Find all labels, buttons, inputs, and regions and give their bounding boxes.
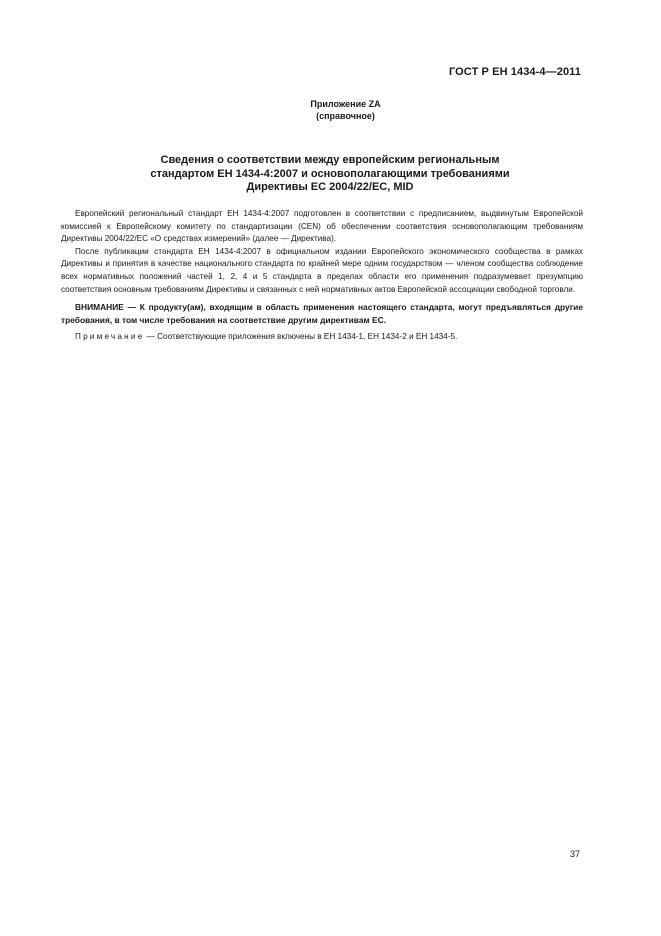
- warning-paragraph: ВНИМАНИЕ — К продукту(ам), входящим в область применения настоящего стандарта, могут предъявляться другие требования, в том числе требования на соответствие другим директивам ЕС.: [61, 302, 583, 325]
- section-title: [90, 154, 570, 195]
- note-text: — Соответствующие приложения включены в ЕН 1434-1, ЕН 1434-2 и ЕН 1434-5.: [144, 332, 458, 342]
- annex-heading: [0, 98, 661, 122]
- section-title-line: Сведения о соответствии между европейским региональным: [160, 154, 500, 166]
- paragraph-presumption: После публикации стандарта ЕН 1434-4:2007 в официальном издании Европейского экономического сообщества в рамках Директивы и принятия в качестве национального стандарта по крайней мере одним государством — членом сообщества соблюдение всех нормативных положений частей 1, 2, 4 и 5 стандарта в пределах области его применения подразумевает презумпцию соответствия основным требованиям Директивы и связанных с ней нормативных актов Европейской ассоциации свободной торговли.: [61, 246, 583, 294]
- annex-subtitle: (справочное): [316, 111, 375, 121]
- note-paragraph: [61, 331, 583, 344]
- standard-code-header: ГОСТ Р ЕН 1434-4—2011: [448, 66, 581, 78]
- paragraph-preparation: Европейский региональный стандарт ЕН 1434-4:2007 подготовлен в соответствии с предписанием, выдвинутым Европейской комиссией к Европейскому комитету по стандартизации (CEN) об обеспечении соответствия основополагающим требованиям Директивы 2004/22/ЕС «О средствах измерений» (далее — Директива).: [61, 209, 583, 244]
- note-label: Примечание: [75, 332, 145, 342]
- page-number: 37: [569, 849, 580, 859]
- section-title-line: стандартом ЕН 1434-4:2007 и основополагающими требованиями: [150, 167, 510, 180]
- annex-title: Приложение ZA: [310, 99, 381, 109]
- body-text: [61, 208, 583, 344]
- section-title-line: Директивы ЕС 2004/22/ЕС, MID: [246, 181, 414, 193]
